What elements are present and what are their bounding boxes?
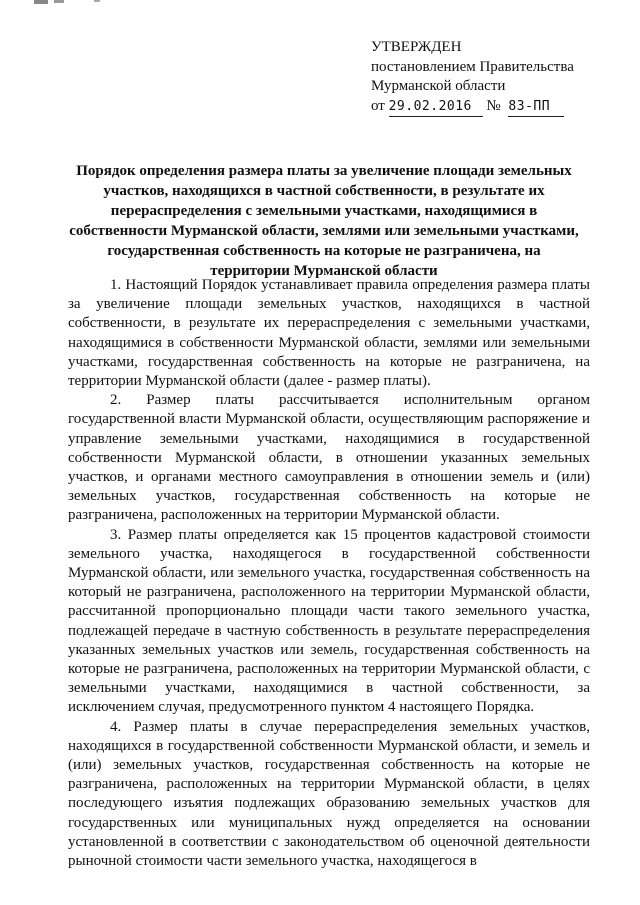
paragraph-1: 1. Настоящий Порядок устанавливает правила определения размера платы за увеличение площади земельных участков, находящихся в частной собственности, в результате их перераспределения с земельными участками, находящимися в собственности Мурманской области, землями или земельными участками, государственная собственность на которые не разграничена, на территории Мурманской области (далее - размер платы). xyxy=(68,277,590,390)
paragraph-4: 4. Размер платы в случае перераспределения земельных участков, находящихся в государственной собственности Мурманской области, и земель и (или) земельных участков, государственная собственность на которые не разграничена, расположенных на территории Мурманской области, в целях последующего изъятия подлежащих образованию земельных участков для государственных или муниципальных нужд определяется на основании установленной в соответствии с законодательством об оценочной деятельности рыночной стоимости части земельного участка, находящегося в xyxy=(68,718,590,870)
document-title: Порядок определения размера платы за увеличение площади земельных участков, находящихся в частной собственности, в результате их перераспределения с земельными участками, находящимися в собственности Мурманской области, землями или земельными участками, государственная собственность на которые не разграничена, на территории Мурманской области xyxy=(69,163,579,279)
paragraph-3: 3. Размер платы определяется как 15 процентов кадастровой стоимости земельного участка, находящегося в государственной собственности Мурманской области, или земельного участка, государственная собственность на который не разграничена, расположенного на территории Мурманской области, рассчитанной пропорционально площади части такого земельного участка, подлежащей передаче в частную собственность в результате перераспределения указанных земельных участков или земель, государственная собственность на которые не разграничена, расположенных на территории Мурманской области, с земельными участками, находящимися в частной собственности, за исключением случая, предусмотренного пунктом 4 настоящего Порядка. xyxy=(68,526,590,716)
number-value: 83-ПП xyxy=(508,98,551,114)
date-field xyxy=(389,97,483,118)
date-value: 29.02.2016 xyxy=(388,98,472,114)
approval-block xyxy=(371,38,611,117)
number-sign: № xyxy=(486,97,501,114)
approval-date-line xyxy=(371,97,611,118)
paragraph-2: 2. Размер платы рассчитывается исполнительным органом государственной власти Мурманской области, осуществляющим распоряжение и управление земельными участками, находящимися в государственной собственности Мурманской области, в отношении указанных земельных участков, и органами местного самоуправления в отношении земель и (или) земельных участков, государственная собственность на которые не разграничена, расположенных на территории Мурманской области. xyxy=(68,392,590,524)
number-field xyxy=(508,97,564,118)
approval-line-2: Мурманской области xyxy=(371,78,506,94)
scan-artifact-mark xyxy=(34,0,104,6)
approval-heading: УТВЕРЖДЕН xyxy=(371,39,462,55)
date-prefix: от xyxy=(371,97,385,114)
approval-line-1: постановлением Правительства xyxy=(371,58,574,75)
document-body xyxy=(68,276,590,871)
